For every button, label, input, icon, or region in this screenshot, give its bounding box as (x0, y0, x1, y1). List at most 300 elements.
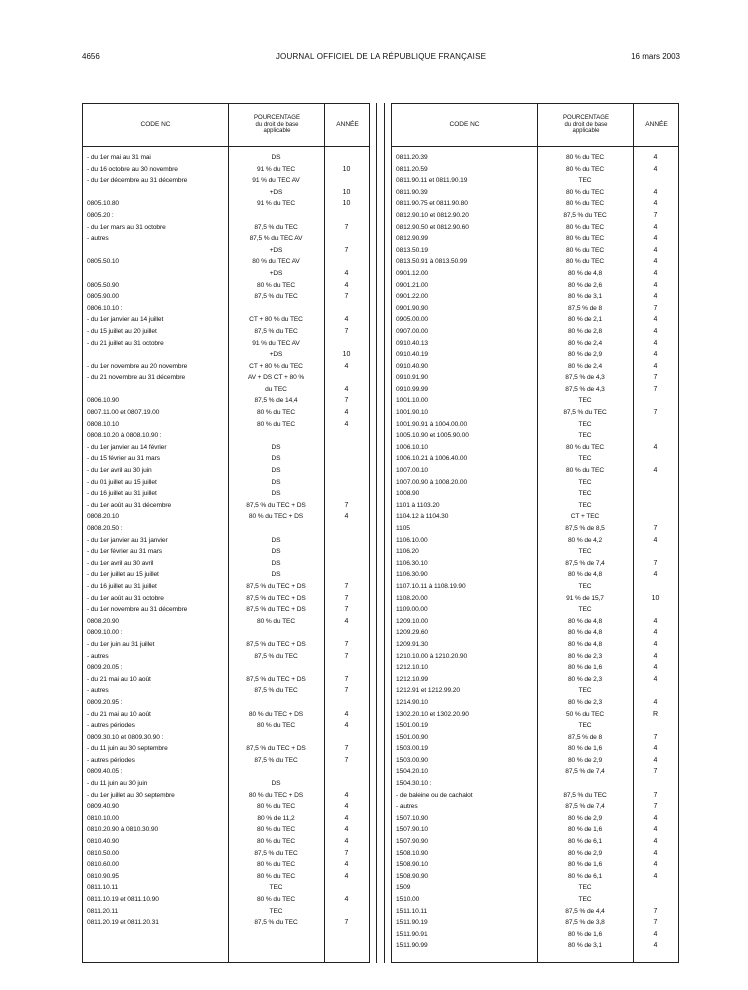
year-cell: 10 (651, 594, 660, 602)
year-cell: 4 (653, 629, 658, 637)
year-cell: 7 (653, 803, 658, 811)
year-cell: 4 (653, 316, 658, 324)
percentage-cell: TEC (578, 455, 592, 463)
nc-code-cell: 0809.30.10 et 0809.30.90 : (87, 733, 164, 741)
year-cell: 7 (653, 525, 658, 532)
percentage-cell: 50 % du TEC (566, 710, 604, 718)
nc-code-cell: 0810.90.95 (87, 872, 120, 880)
nc-code-cell: 0808.10.10 (87, 420, 120, 428)
nc-code-cell: - autres périodes (87, 756, 135, 764)
nc-code-cell: 0805.20 : (87, 211, 114, 219)
table-row (83, 314, 369, 326)
table-row (392, 882, 678, 894)
year-cell: 4 (653, 246, 658, 254)
nc-code-cell: 1507.90.90 (396, 838, 429, 846)
year-cell: 4 (653, 235, 658, 243)
table-row (392, 697, 678, 709)
percentage-cell: 80 % du TEC (566, 258, 604, 266)
table-row (392, 314, 678, 326)
pct-header-line1: POURCENTAGE (563, 114, 609, 121)
year-cell: 7 (653, 733, 658, 741)
percentage-cell: 80 % de 1,6 (567, 664, 603, 672)
table-row (392, 766, 678, 778)
table-row (83, 326, 369, 338)
nc-code-cell: 1507.90.10 (396, 826, 429, 834)
nc-code-cell: 0811.90.75 et 0811.90.80 (396, 200, 468, 208)
nc-code-cell: - du 1er avril au 30 avril (87, 559, 154, 567)
year-cell: 7 (344, 640, 349, 648)
table-row (83, 720, 369, 732)
nc-code-cell: 1006.10.10 (396, 443, 429, 451)
table-row (392, 616, 678, 628)
nc-code-cell: - du 1er août au 31 décembre (87, 501, 172, 509)
table-header (83, 104, 369, 147)
year-cell: 7 (344, 397, 349, 405)
nc-code-cell: 1508.90.90 (396, 872, 429, 880)
nc-code-cell: - du 1er mars au 31 octobre (87, 223, 166, 231)
table-row (392, 175, 678, 187)
table-row (392, 546, 678, 558)
nc-code-cell: - du 15 février au 31 mars (87, 455, 160, 463)
year-cell: 7 (653, 211, 658, 219)
year-cell: R (652, 710, 659, 718)
nc-code-cell: 0809.40.05 : (87, 768, 123, 776)
nc-code-cell: 0811.90.39 (396, 188, 428, 196)
year-cell: 4 (653, 745, 658, 753)
table-row (83, 419, 369, 431)
table-row (392, 152, 678, 164)
percentage-cell: 80 % du TEC + DS (248, 791, 304, 799)
table-row (83, 813, 369, 825)
nc-code-cell: - de baleine ou de cachalot (396, 791, 473, 799)
table-row (392, 929, 678, 941)
year-cell: 4 (344, 281, 349, 289)
percentage-cell: 87,5 % du TEC (254, 756, 298, 764)
year-cell: 4 (344, 826, 349, 834)
table-row (392, 743, 678, 755)
nc-code-cell: 1007.00.10 (396, 467, 429, 475)
percentage-cell: 87,5 % du TEC + DS (246, 582, 306, 590)
percentage-cell: 80 % de 11,2 (257, 814, 295, 822)
table-row (83, 651, 369, 663)
percentage-cell: +DS (269, 351, 283, 359)
table-row (392, 906, 678, 918)
table-row (83, 709, 369, 721)
year-cell: 4 (653, 814, 658, 822)
table-row (83, 407, 369, 419)
year-cell: 4 (653, 154, 658, 161)
nc-code-cell: 1209.91.30 (396, 640, 429, 648)
nc-code-cell: 1504.30.10 : (396, 780, 432, 788)
percentage-cell: 80 % de 3,1 (567, 293, 603, 301)
publication-date: 16 mars 2003 (631, 52, 680, 61)
year-cell: 4 (344, 722, 349, 730)
percentage-cell: 80 % de 2,4 (567, 339, 603, 347)
percentage-cell: 80 % de 2,1 (567, 316, 603, 324)
table-row (83, 187, 369, 199)
table-row (392, 245, 678, 257)
percentage-cell: 87,5 % de 4,3 (565, 385, 605, 393)
percentage-cell: 80 % de 4,8 (567, 617, 603, 625)
table-row (83, 338, 369, 350)
nc-code-cell: 0812.90.50 et 0812.90.60 (396, 223, 469, 231)
nc-code-cell: 1212.91 et 1212.99.20 (396, 687, 460, 695)
table-row (83, 361, 369, 373)
table-row (392, 453, 678, 465)
table-row (83, 500, 369, 512)
column-header-year: ANNÉE (324, 104, 370, 146)
table-row (83, 824, 369, 836)
year-cell: 10 (342, 200, 351, 208)
year-cell: 4 (653, 826, 658, 834)
percentage-cell: 91 % du TEC (257, 165, 295, 173)
year-cell: 4 (344, 814, 349, 822)
pct-header-line2: du droit de base (564, 121, 608, 128)
table-row (83, 627, 369, 639)
table-row (392, 338, 678, 350)
nc-code-cell: 0808.10.20 à 0808.10.90 : (87, 432, 162, 440)
percentage-cell: 80 % du TEC (257, 896, 295, 903)
column-header-code: CODE NC (140, 121, 171, 129)
year-cell: 4 (653, 838, 658, 846)
percentage-cell: 87,5 % du TEC (563, 791, 607, 799)
nc-code-cell: 0901.90.90 (396, 304, 429, 312)
percentage-cell: 80 % de 4,8 (567, 640, 603, 648)
table-row (83, 395, 369, 407)
table-row (83, 871, 369, 883)
percentage-cell: 80 % du TEC (566, 200, 604, 208)
table-row (83, 546, 369, 558)
nc-code-cell: 0809.40.90 (87, 803, 120, 811)
nc-code-cell: 0808.20.10 (87, 513, 120, 521)
year-cell: 4 (344, 362, 349, 370)
percentage-cell: 87,5 % du TEC (254, 293, 298, 301)
year-cell: 7 (344, 293, 349, 301)
nc-code-cell: 1511.10.11 (396, 907, 428, 915)
percentage-cell: 91 % du TEC AV (252, 339, 300, 347)
nc-code-cell: 0808.20.50 : (87, 525, 123, 532)
year-cell: 7 (344, 594, 349, 602)
year-cell: 4 (344, 710, 349, 718)
year-cell: 4 (653, 664, 658, 672)
percentage-cell: 80 % du TEC (566, 246, 604, 254)
nc-code-cell: 0805.50.10 (87, 258, 120, 266)
table-row (83, 836, 369, 848)
nc-code-cell: - du 21 novembre au 31 décembre (87, 374, 186, 382)
table-row (83, 453, 369, 465)
percentage-cell: 80 % de 2,6 (567, 281, 603, 289)
percentage-cell: 80 % de 2,9 (567, 351, 603, 359)
nc-code-cell: 0901.21.00 (396, 281, 429, 289)
nc-code-cell: 1501.00.19 (396, 722, 429, 730)
table-row (392, 442, 678, 454)
percentage-cell: 80 % de 2,8 (567, 327, 603, 335)
nc-code-cell: 0805.90.00 (87, 293, 120, 301)
nc-code-cell: 1210.10.00 à 1210.20.90 (396, 652, 468, 660)
nc-code-cell: 1106.20 (396, 548, 419, 556)
table-row (83, 384, 369, 396)
table-row (392, 488, 678, 500)
percentage-cell: 80 % du TEC AV (252, 258, 300, 266)
percentage-cell: 80 % de 4,8 (567, 629, 603, 637)
percentage-cell: 91 % du TEC AV (252, 177, 300, 185)
table-row (83, 766, 369, 778)
percentage-cell: +DS (269, 246, 283, 254)
percentage-cell: 80 % de 2,4 (567, 362, 603, 370)
nc-code-cell: - du 1er décembre au 31 décembre (87, 177, 188, 185)
year-cell: 7 (344, 327, 349, 335)
year-cell: 7 (344, 756, 349, 764)
year-cell: 4 (653, 258, 658, 266)
table-row (392, 813, 678, 825)
percentage-cell: +DS (269, 269, 283, 277)
percentage-cell: 80 % de 4,2 (567, 536, 603, 544)
nc-code-cell: 1504.20.10 (396, 768, 429, 776)
percentage-cell: DS (271, 490, 281, 498)
percentage-cell: DS (271, 154, 281, 161)
table-row (392, 558, 678, 570)
year-cell: 4 (653, 652, 658, 660)
table-body-left (83, 152, 369, 929)
year-cell: 4 (344, 861, 349, 869)
nc-code-cell: - autres (87, 687, 109, 695)
year-cell: 4 (653, 536, 658, 544)
year-cell: 4 (653, 640, 658, 648)
nc-code-cell: 1001.10.00 (396, 397, 429, 405)
percentage-cell: DS (271, 455, 281, 463)
percentage-cell: AV + DS CT + 80 % (247, 374, 305, 382)
table-row (83, 569, 369, 581)
nc-code-cell: 1209.29.60 (396, 629, 429, 637)
year-cell: 4 (653, 339, 658, 347)
percentage-cell: 80 % du TEC (257, 826, 295, 834)
year-cell: 7 (653, 559, 658, 567)
percentage-cell: 80 % de 2,3 (567, 652, 603, 660)
table-row (83, 198, 369, 210)
year-cell: 4 (653, 861, 658, 869)
table-row (392, 836, 678, 848)
percentage-cell: TEC (578, 420, 592, 428)
table-row (392, 222, 678, 234)
table-row (83, 593, 369, 605)
percentage-cell: 80 % de 1,6 (567, 861, 603, 869)
percentage-cell: TEC (578, 548, 592, 556)
year-cell: 7 (344, 745, 349, 753)
nc-code-cell: - du 1er mai au 31 mai (87, 154, 151, 161)
year-cell: 4 (653, 872, 658, 880)
table-row (392, 859, 678, 871)
percentage-cell: TEC (578, 478, 592, 486)
year-cell: 10 (342, 188, 351, 196)
percentage-cell: 87,5 % du TEC (563, 211, 607, 219)
percentage-cell: 87,5 % de 7,4 (565, 803, 605, 811)
nc-code-cell: - du 11 juin au 30 septembre (87, 745, 168, 753)
nc-code-cell: - du 16 octobre au 30 novembre (87, 165, 178, 173)
table-row (83, 430, 369, 442)
nc-code-cell: 0811.20.11 (87, 907, 119, 915)
table-row (392, 372, 678, 384)
percentage-cell: 87,5 % de 4,3 (565, 374, 605, 382)
pct-header-line3: applicable (263, 128, 291, 135)
column-separator (384, 103, 385, 963)
year-cell: 4 (653, 467, 658, 475)
year-cell: 7 (653, 768, 658, 776)
table-row (83, 732, 369, 744)
nc-code-cell: 0910.40.13 (396, 339, 429, 347)
year-cell: 4 (653, 269, 658, 277)
nc-code-cell: - du 1er janvier au 31 janvier (87, 536, 168, 544)
percentage-cell: 87,5 % de 3,8 (565, 919, 605, 927)
percentage-cell: 87,5 % du TEC (254, 919, 298, 927)
percentage-cell: TEC (578, 884, 592, 892)
nc-code-cell: - du 11 juin au 30 juin (87, 780, 148, 788)
nc-code-cell: 1212.10.10 (396, 664, 429, 672)
nc-code-cell: 1508.10.90 (396, 849, 429, 857)
table-row (392, 720, 678, 732)
nc-code-cell: 1503.00.19 (396, 745, 429, 753)
percentage-cell: 87,5 % de 7,4 (565, 768, 605, 776)
nc-code-cell: 0901.12.00 (396, 269, 429, 277)
percentage-cell: 87,5 % du TEC (254, 849, 298, 857)
percentage-cell: TEC (578, 896, 592, 903)
table-row (392, 500, 678, 512)
table-row (83, 743, 369, 755)
nc-code-cell: 0811.10.19 et 0811.10.90 (87, 896, 159, 903)
table-row (392, 569, 678, 581)
percentage-cell: DS (271, 780, 281, 788)
year-cell: 7 (653, 409, 658, 417)
nc-code-cell: 0907.00.00 (396, 327, 429, 335)
percentage-cell: 80 % de 1,6 (567, 826, 603, 834)
nc-code-cell: 1214.90.10 (396, 698, 429, 706)
year-cell: 4 (653, 443, 658, 451)
year-cell: 4 (653, 698, 658, 706)
nc-code-cell: 0813.50.91 à 0813.50.99 (396, 258, 468, 266)
year-cell: 7 (344, 675, 349, 683)
year-cell: 4 (344, 409, 349, 417)
percentage-cell: 91 % du TEC (257, 200, 295, 208)
nc-code-cell: 1105 (396, 525, 410, 532)
table-row (83, 233, 369, 245)
year-cell: 7 (653, 907, 658, 915)
percentage-cell: 87,5 % de 14,4 (254, 397, 298, 405)
table-row (83, 349, 369, 361)
nc-code-cell: 1109.00.00 (396, 606, 428, 614)
nc-code-cell: 0811.90.11 et 0811.90.19 (396, 177, 468, 185)
nc-code-cell: 1108.20.00 (396, 594, 428, 602)
table-row (83, 222, 369, 234)
percentage-cell: 80 % du TEC (566, 467, 604, 475)
percentage-cell: TEC (578, 432, 592, 440)
nc-code-cell: 0910.40.19 (396, 351, 429, 359)
year-cell: 4 (653, 281, 658, 289)
nc-code-cell: - du 21 juillet au 31 octobre (87, 339, 164, 347)
nc-code-cell: 0810.20.90 à 0810.30.90 (87, 826, 159, 834)
percentage-cell: 80 % du TEC + DS (248, 710, 304, 718)
table-row (83, 291, 369, 303)
nc-code-cell: 1006.10.21 à 1006.40.00 (396, 455, 468, 463)
percentage-cell: 87,5 % de 7,4 (565, 559, 605, 567)
table-row (83, 511, 369, 523)
percentage-cell: 87,5 % du TEC (563, 409, 607, 417)
nc-code-cell: 0806.10.90 (87, 397, 120, 405)
page-header (82, 52, 680, 64)
year-cell: 7 (344, 582, 349, 590)
nc-code-cell: - du 16 juillet au 31 juillet (87, 582, 157, 590)
year-cell: 4 (653, 675, 658, 683)
nc-code-cell: 0811.20.59 (396, 165, 428, 173)
nc-code-cell: - du 1er avril au 30 juin (87, 467, 152, 475)
pct-header-line1: POURCENTAGE (254, 114, 300, 121)
nc-code-cell: 0811.10.11 (87, 884, 119, 892)
year-cell: 7 (344, 919, 349, 927)
year-cell: 4 (653, 293, 658, 301)
table-row (83, 303, 369, 315)
nc-code-cell: - du 01 juillet au 15 juillet (87, 478, 157, 486)
table-row (392, 291, 678, 303)
table-row (392, 268, 678, 280)
table-row (392, 477, 678, 489)
table-row (392, 465, 678, 477)
table-row (392, 198, 678, 210)
year-cell: 4 (344, 385, 349, 393)
table-row (83, 917, 369, 929)
table-row (392, 523, 678, 535)
percentage-cell: 80 % du TEC + DS (248, 513, 304, 521)
nc-code-cell: 1101 à 1103.20 (396, 501, 440, 509)
nc-code-cell: - du 1er janvier au 14 juillet (87, 316, 164, 324)
percentage-cell: du TEC (265, 385, 287, 393)
table-row (83, 697, 369, 709)
nc-code-cell: - autres (396, 803, 418, 811)
percentage-cell: 87,5 % du TEC + DS (246, 745, 306, 753)
year-cell: 7 (653, 304, 658, 312)
table-row (392, 848, 678, 860)
table-row (83, 268, 369, 280)
year-cell: 10 (342, 165, 351, 173)
percentage-cell: TEC (578, 722, 592, 730)
year-cell: 4 (344, 420, 349, 428)
year-cell: 7 (653, 385, 658, 393)
percentage-cell: 80 % de 2,9 (567, 756, 603, 764)
year-cell: 4 (653, 617, 658, 625)
nc-code-cell: 0910.99.99 (396, 385, 429, 393)
percentage-cell: CT + 80 % du TEC (249, 362, 303, 370)
percentage-cell: DS (271, 467, 281, 475)
table-row (392, 871, 678, 883)
percentage-cell: 87,5 % du TEC + DS (246, 594, 306, 602)
table-row (83, 604, 369, 616)
percentage-cell: 80 % de 6,1 (567, 872, 603, 880)
pct-header-line3: applicable (572, 128, 600, 135)
nc-code-cell: 0809.10.00 : (87, 629, 123, 637)
nc-code-cell: 1509 (396, 884, 411, 892)
year-cell: 7 (344, 687, 349, 695)
year-cell: 4 (344, 791, 349, 799)
nc-code-cell: 0811.20.19 et 0811.20.31 (87, 919, 159, 927)
tariff-table-right (391, 103, 679, 963)
percentage-cell: 87,5 % de 8,5 (565, 525, 605, 532)
year-cell: 7 (344, 652, 349, 660)
table-row (392, 407, 678, 419)
nc-code-cell: 1106.30.90 (396, 571, 428, 579)
percentage-cell: TEC (578, 582, 592, 590)
year-cell: 4 (653, 930, 658, 938)
nc-code-cell: - du 1er novembre au 31 décembre (87, 606, 188, 614)
percentage-cell: DS (271, 443, 281, 451)
table-row (83, 535, 369, 547)
table-row (392, 778, 678, 790)
